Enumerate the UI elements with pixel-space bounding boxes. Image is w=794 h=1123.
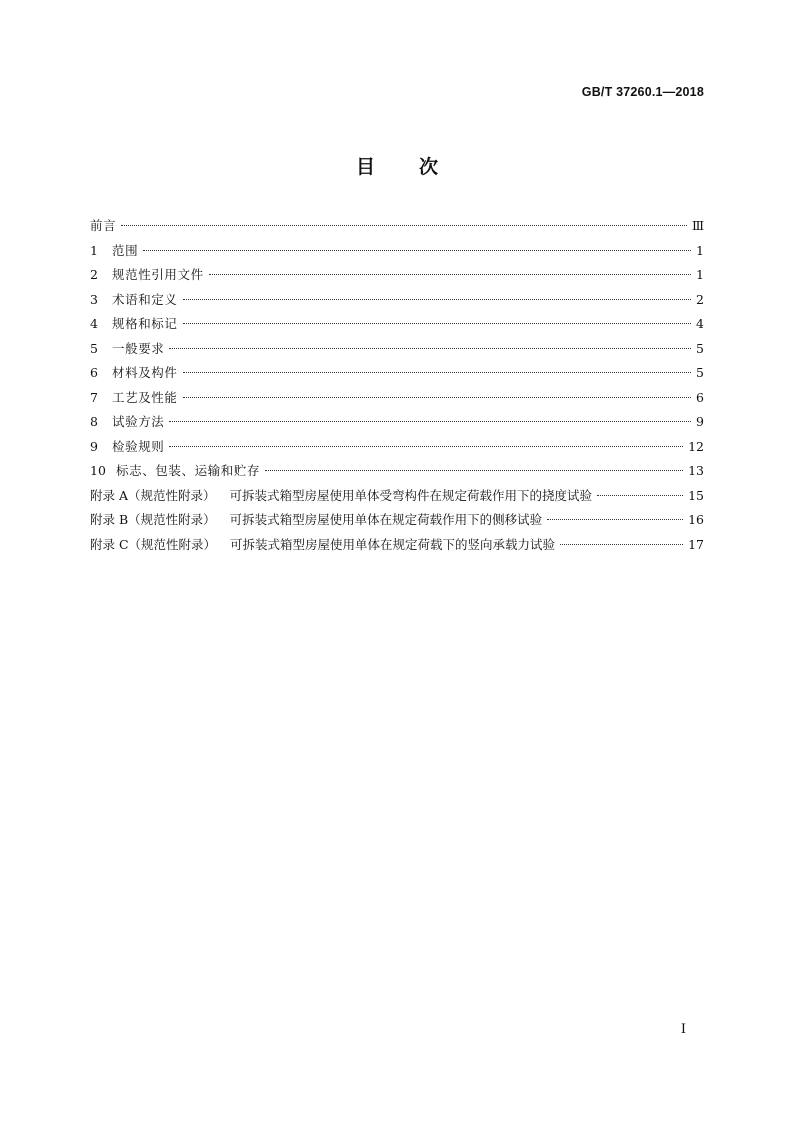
toc-entry-page: 2 bbox=[696, 291, 704, 307]
dot-leader bbox=[169, 348, 691, 349]
toc-entry-page: 6 bbox=[696, 389, 704, 405]
toc-entry-number: 3 bbox=[90, 291, 98, 307]
toc-entry-number: 6 bbox=[90, 365, 98, 380]
toc-entry-page: 4 bbox=[696, 316, 704, 331]
toc-entry-appendix-b[interactable] bbox=[90, 510, 704, 535]
toc-entry-appendix-c[interactable] bbox=[90, 535, 704, 560]
toc-entry-number: 附录 C（规范性附录） bbox=[90, 536, 217, 552]
title-char-2: 次 bbox=[419, 156, 439, 178]
toc-entry-page: 13 bbox=[688, 463, 704, 478]
toc-entry-appendix-a[interactable] bbox=[90, 486, 704, 511]
dot-leader bbox=[209, 274, 691, 275]
dot-leader bbox=[560, 544, 683, 545]
toc-entry-page: 15 bbox=[688, 487, 704, 503]
dot-leader bbox=[183, 397, 691, 398]
toc-entry-label: 检验规则 bbox=[112, 438, 165, 454]
toc-entry-number: 7 bbox=[90, 389, 98, 405]
toc-entry-label: 术语和定义 bbox=[112, 291, 178, 307]
toc-entry-foreword[interactable] bbox=[90, 216, 704, 241]
toc-entry-label: 可拆装式箱型房屋使用单体在规定荷载作用下的侧移试验 bbox=[229, 512, 543, 527]
toc-entry-page: Ⅲ bbox=[691, 218, 704, 233]
toc-entry-number: 2 bbox=[90, 267, 98, 282]
toc-entry-label: 标志、包装、运输和贮存 bbox=[116, 463, 261, 478]
dot-leader bbox=[183, 372, 691, 373]
dot-leader bbox=[143, 250, 691, 251]
toc-entry-number: 1 bbox=[90, 242, 98, 258]
toc-entry-label: 试验方法 bbox=[112, 414, 165, 429]
toc-entry-label: 规范性引用文件 bbox=[112, 267, 204, 282]
table-of-contents bbox=[90, 216, 704, 559]
toc-entry-number: 5 bbox=[90, 340, 98, 356]
dot-leader bbox=[597, 495, 683, 496]
toc-entry-label: 一般要求 bbox=[112, 340, 165, 356]
dot-leader bbox=[183, 323, 691, 324]
dot-leader bbox=[547, 519, 683, 520]
toc-entry-label: 工艺及性能 bbox=[112, 389, 178, 405]
toc-entry-10[interactable] bbox=[90, 461, 704, 486]
toc-entry-label: 材料及构件 bbox=[112, 365, 178, 380]
toc-entry-label: 前言 bbox=[90, 218, 117, 233]
toc-entry-page: 5 bbox=[696, 340, 704, 356]
toc-entry-6[interactable] bbox=[90, 363, 704, 388]
page-title bbox=[0, 152, 794, 179]
toc-entry-page: 1 bbox=[696, 267, 704, 282]
dot-leader bbox=[121, 225, 687, 226]
toc-entry-page: 12 bbox=[688, 438, 704, 454]
dot-leader bbox=[183, 299, 691, 300]
toc-entry-number: 4 bbox=[90, 316, 98, 331]
page-number: I bbox=[680, 1022, 686, 1037]
dot-leader bbox=[169, 421, 691, 422]
toc-entry-page: 17 bbox=[688, 536, 704, 552]
toc-entry-label: 规格和标记 bbox=[112, 316, 178, 331]
toc-entry-number: 10 bbox=[90, 463, 106, 478]
standard-code: GB/T 37260.1—2018 bbox=[581, 85, 704, 99]
toc-entry-5[interactable] bbox=[90, 339, 704, 364]
toc-entry-number: 9 bbox=[90, 438, 98, 454]
toc-entry-number: 附录 A（规范性附录） bbox=[90, 487, 216, 503]
toc-entry-page: 9 bbox=[696, 414, 704, 429]
dot-leader bbox=[265, 470, 683, 471]
toc-entry-number: 8 bbox=[90, 414, 98, 429]
toc-entry-7[interactable] bbox=[90, 388, 704, 413]
toc-entry-number: 附录 B（规范性附录） bbox=[90, 512, 216, 527]
toc-entry-page: 1 bbox=[696, 242, 704, 258]
toc-entry-8[interactable] bbox=[90, 412, 704, 437]
toc-entry-page: 16 bbox=[688, 512, 704, 527]
toc-entry-1[interactable] bbox=[90, 241, 704, 266]
toc-entry-2[interactable] bbox=[90, 265, 704, 290]
dot-leader bbox=[169, 446, 683, 447]
toc-entry-label: 范围 bbox=[112, 242, 139, 258]
toc-entry-3[interactable] bbox=[90, 290, 704, 315]
toc-entry-4[interactable] bbox=[90, 314, 704, 339]
toc-entry-page: 5 bbox=[696, 365, 704, 380]
title-char-1: 目 bbox=[355, 156, 375, 178]
toc-entry-label: 可拆装式箱型房屋使用单体在规定荷载下的竖向承载力试验 bbox=[230, 536, 556, 552]
toc-entry-label: 可拆装式箱型房屋使用单体受弯构件在规定荷载作用下的挠度试验 bbox=[229, 487, 593, 503]
toc-entry-9[interactable] bbox=[90, 437, 704, 462]
